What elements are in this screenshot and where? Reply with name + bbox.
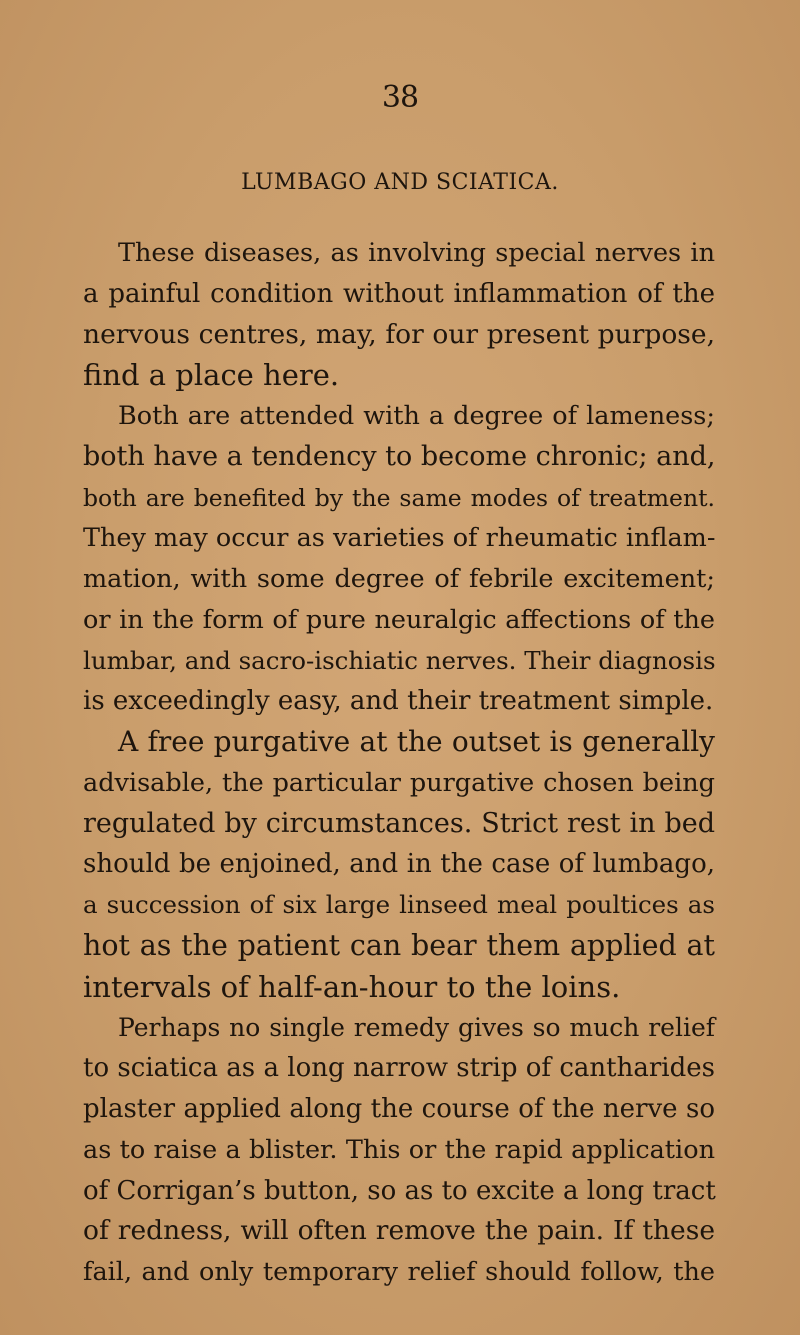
text-line: regulated by circumstances. Strict rest in bed	[83, 807, 715, 839]
text-line: of redness, will often remove the pain. If these	[83, 1215, 715, 1247]
chapter-heading: LUMBAGO AND SCIATICA.	[241, 170, 559, 195]
page-number: 38	[381, 80, 419, 115]
text-line: A free purgative at the outset is generally	[118, 725, 715, 759]
text-line: plaster applied along the course of the nerve so	[83, 1094, 715, 1125]
text-line: These diseases, as involving special nerves in	[118, 238, 715, 268]
text-line: advisable, the particular purgative chosen being	[83, 767, 715, 798]
body-text	[83, 233, 715, 1293]
text-line: find a place here.	[83, 358, 340, 393]
text-line: Both are attended with a degree of lameness;	[118, 401, 715, 432]
text-line: is exceedingly easy, and their treatment simple.	[83, 686, 714, 717]
text-line: or in the form of pure neuralgic affections of the	[83, 604, 715, 635]
text-line: both have a tendency to become chronic; and,	[83, 440, 716, 472]
text-line: hot as the patient can bear them applied at	[83, 929, 715, 963]
text-line: lumbar, and sacro-ischiatic nerves. Their diagnosis	[83, 645, 716, 675]
text-line: Perhaps no single remedy gives so much relief	[118, 1012, 715, 1042]
text-line: intervals of half-an-hour to the loins.	[83, 969, 621, 1004]
text-line: as to raise a blister. This or the rapid application	[83, 1134, 715, 1165]
text-line: both are benefited by the same modes of treatment.	[83, 483, 715, 512]
text-line: fail, and only temporary relief should follow, the	[83, 1257, 715, 1288]
text-line: nervous centres, may, for our present purpose,	[83, 318, 715, 350]
text-line: They may occur as varieties of rheumatic inflam-	[83, 523, 716, 554]
text-line: mation, with some degree of febrile excitement;	[83, 564, 715, 595]
text-line: should be enjoined, and in the case of lumbago,	[83, 849, 715, 880]
text-line: of Corrigan’s button, so as to excite a long tract	[83, 1175, 716, 1206]
text-line: a succession of six large linseed meal poultices as	[83, 890, 715, 920]
text-line: to sciatica as a long narrow strip of cantharides	[83, 1053, 715, 1084]
text-line: a painful condition without inflammation of the	[83, 278, 715, 309]
